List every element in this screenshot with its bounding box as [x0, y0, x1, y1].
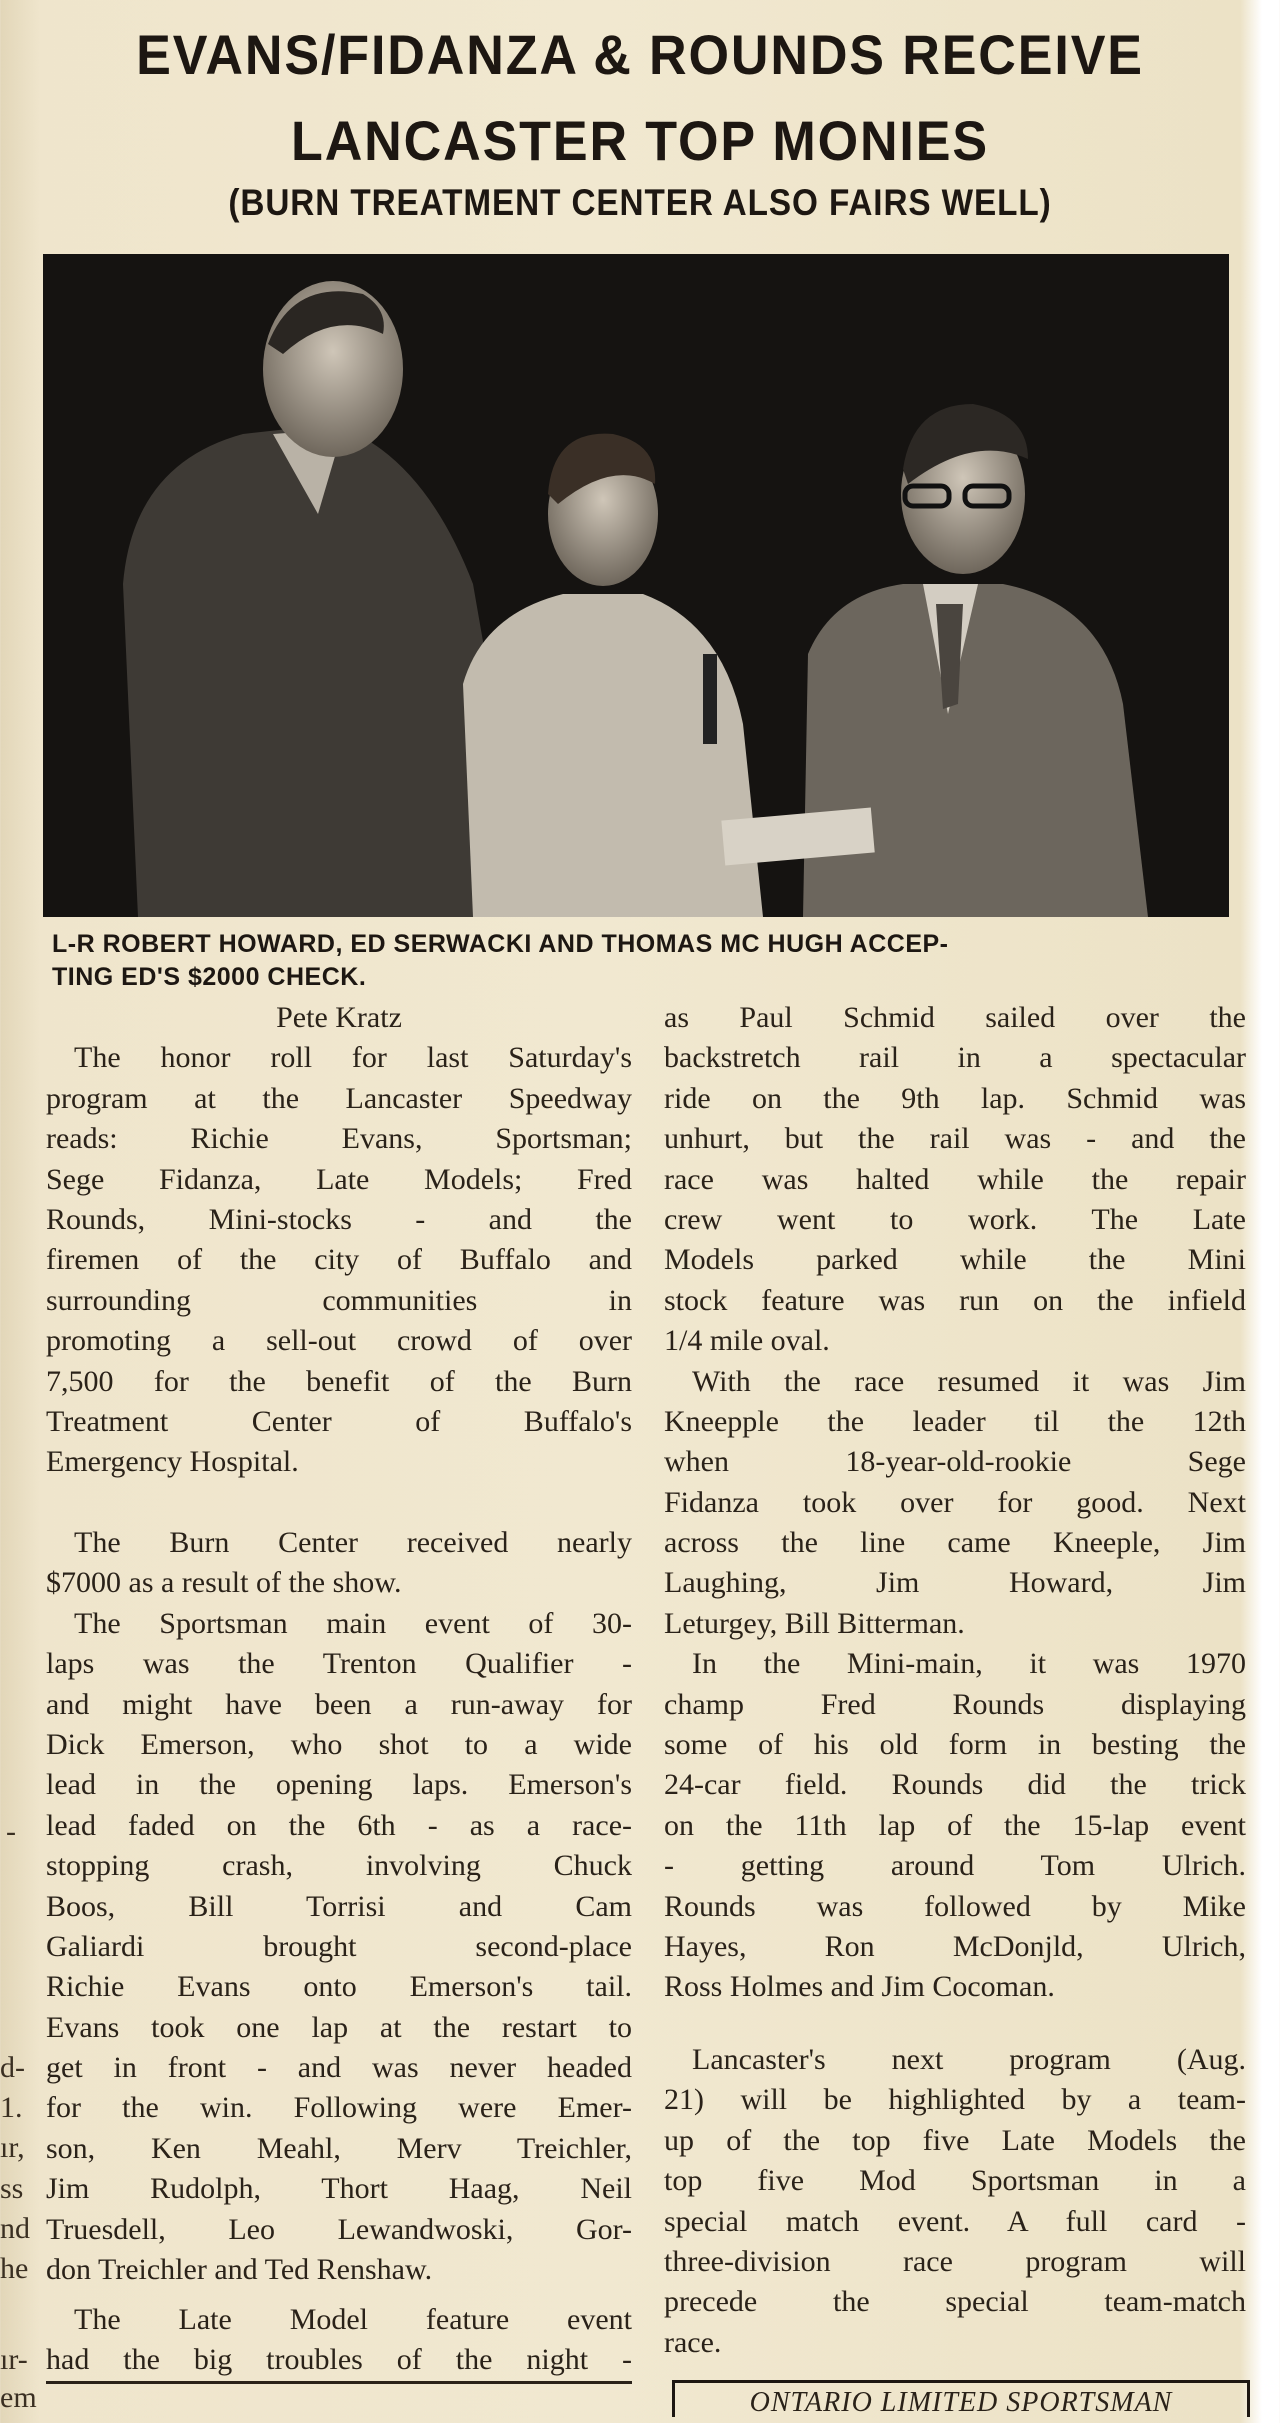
article-line: Ross Holmes and Jim Cocoman.	[664, 1970, 1055, 2004]
article-line: Galiardi brought second-place	[46, 1929, 632, 1963]
article-line: Treatment Center of Buffalo's	[46, 1404, 632, 1438]
photo-three-men-illustration	[43, 254, 1229, 917]
article-line: laps was the Trenton Qualifier -	[46, 1647, 632, 1681]
article-line: crew went to work. The Late	[664, 1202, 1246, 1236]
article-line: Jim Rudolph, Thort Haag, Neil	[46, 2172, 632, 2206]
article-line: The Sportsman main event of 30-	[74, 1606, 632, 1640]
right-column-block-2	[664, 2040, 1246, 2363]
article-line: Emergency Hospital.	[46, 1445, 299, 1479]
article-line: Models parked while the Mini	[664, 1243, 1246, 1277]
margin-fragment: d-	[0, 2051, 25, 2084]
margin-fragment: ır-	[0, 2343, 28, 2376]
headline-line-2: LANCASTER TOP MONIES	[291, 109, 989, 172]
article-line: lead faded on the 6th - as a race-	[46, 1808, 632, 1842]
article-line: promoting a sell-out crowd of over	[46, 1324, 632, 1358]
margin-fragment: 1.	[0, 2091, 23, 2124]
next-article-heading: ONTARIO LIMITED SPORTSMAN	[672, 2380, 1250, 2417]
article-line: son, Ken Meahl, Merv Treichler,	[46, 2131, 632, 2165]
article-line: up of the top five Late Models the	[664, 2123, 1246, 2157]
article-line: special match event. A full card -	[664, 2204, 1246, 2238]
article-line: Hayes, Ron McDonjld, Ulrich,	[664, 1929, 1246, 1963]
left-column-block-3	[46, 2300, 632, 2384]
margin-fragment: em	[0, 2381, 37, 2414]
article-line: firemen of the city of Buffalo and	[46, 1243, 632, 1277]
article-line: and might have been a run-away for	[46, 1687, 632, 1721]
caption-line-1: L-R ROBERT HOWARD, ED SERWACKI AND THOMAS MC HUGH ACCEP-	[52, 930, 949, 958]
article-line: Lancaster's next program (Aug.	[692, 2043, 1246, 2076]
article-line: three-division race program will	[664, 2244, 1246, 2278]
article-line: 24-car field. Rounds did the trick	[664, 1768, 1246, 1802]
article-line: Fidanza took over for good. Next	[664, 1485, 1246, 1519]
left-column-block-1	[46, 998, 632, 1483]
article-line: don Treichler and Ted Renshaw.	[46, 2253, 433, 2287]
right-column-block-1	[664, 998, 1246, 2008]
article-line: 1/4 mile oval.	[664, 1324, 830, 1358]
article-line: Rounds, Mini-stocks - and the	[46, 1202, 632, 1236]
margin-fragment: ır,	[0, 2131, 25, 2164]
left-column-block-2	[46, 1523, 632, 2290]
article-line: Laughing, Jim Howard, Jim	[664, 1566, 1246, 1600]
article-line: stopping crash, involving Chuck	[46, 1849, 632, 1883]
article-line: on the 11th lap of the 15-lap event	[664, 1808, 1246, 1842]
article-line: surrounding communities in	[46, 1283, 632, 1317]
photo-caption	[52, 928, 1232, 994]
article-line: for the win. Following were Emer-	[46, 2091, 632, 2125]
margin-fragment: ss	[0, 2172, 24, 2205]
article-line: lead in the opening laps. Emerson's	[46, 1768, 632, 1802]
article-line: Leturgey, Bill Bitterman.	[664, 1606, 965, 1640]
article-line: Dick Emerson, who shot to a wide	[46, 1727, 632, 1761]
article-line: 7,500 for the benefit of the Burn	[46, 1364, 632, 1398]
article-line: across the line came Kneeple, Jim	[664, 1526, 1246, 1560]
article-line: stock feature was run on the infield	[664, 1283, 1246, 1317]
article-line: race.	[664, 2325, 722, 2359]
article-line: Boos, Bill Torrisi and Cam	[46, 1889, 632, 1923]
margin-fragment: -	[6, 1815, 16, 1848]
article-line: In the Mini-main, it was 1970	[692, 1647, 1246, 1681]
article-line: backstretch rail in a spectacular	[664, 1041, 1246, 1075]
headline-line-1: EVANS/FIDANZA & ROUNDS RECEIVE	[136, 23, 1144, 86]
article-line: Rounds was followed by Mike	[664, 1889, 1246, 1923]
news-photo	[43, 254, 1229, 917]
margin-fragment: he	[0, 2252, 29, 2285]
article-line: The Burn Center received nearly	[74, 1526, 632, 1559]
article-line: Kneepple the leader til the 12th	[664, 1404, 1246, 1438]
article-line: Truesdell, Leo Lewandwoski, Gor-	[46, 2212, 632, 2246]
article-line: had the big troubles of the night -	[46, 2340, 632, 2383]
subheadline: (BURN TREATMENT CENTER ALSO FAIRS WELL)	[228, 182, 1052, 223]
article-line: 21) will be highlighted by a team-	[664, 2083, 1246, 2117]
article-line: Sege Fidanza, Late Models; Fred	[46, 1162, 632, 1196]
article-line: $7000 as a result of the show.	[46, 1566, 402, 1600]
article-line: The honor roll for last Saturday's	[74, 1041, 632, 1075]
article-line: get in front - and was never headed	[46, 2051, 632, 2085]
article-line: when 18-year-old-rookie Sege	[664, 1445, 1246, 1479]
article-line: unhurt, but the rail was - and the	[664, 1122, 1246, 1156]
article-line: precede the special team-match	[664, 2285, 1246, 2319]
caption-line-2: TING ED'S $2000 CHECK.	[52, 963, 367, 991]
article-line: race was halted while the repair	[664, 1162, 1246, 1196]
article-line: With the race resumed it was Jim	[692, 1364, 1246, 1398]
article-line: - getting around Tom Ulrich.	[664, 1849, 1246, 1883]
byline: Pete Kratz	[276, 1001, 402, 1034]
article-line: some of his old form in besting the	[664, 1728, 1246, 1762]
article-line: program at the Lancaster Speedway	[46, 1081, 632, 1115]
article-line: The Late Model feature event	[74, 2303, 632, 2336]
margin-fragment: nd	[0, 2212, 30, 2245]
article-line: Richie Evans onto Emerson's tail.	[46, 1970, 632, 2004]
article-line: champ Fred Rounds displaying	[664, 1687, 1246, 1721]
article-line: Evans took one lap at the restart to	[46, 2010, 632, 2044]
article-line: reads: Richie Evans, Sportsman;	[46, 1122, 632, 1156]
article-line: as Paul Schmid sailed over the	[664, 1001, 1246, 1034]
article-line: ride on the 9th lap. Schmid was	[664, 1081, 1246, 1115]
article-line: top five Mod Sportsman in a	[664, 2164, 1246, 2198]
